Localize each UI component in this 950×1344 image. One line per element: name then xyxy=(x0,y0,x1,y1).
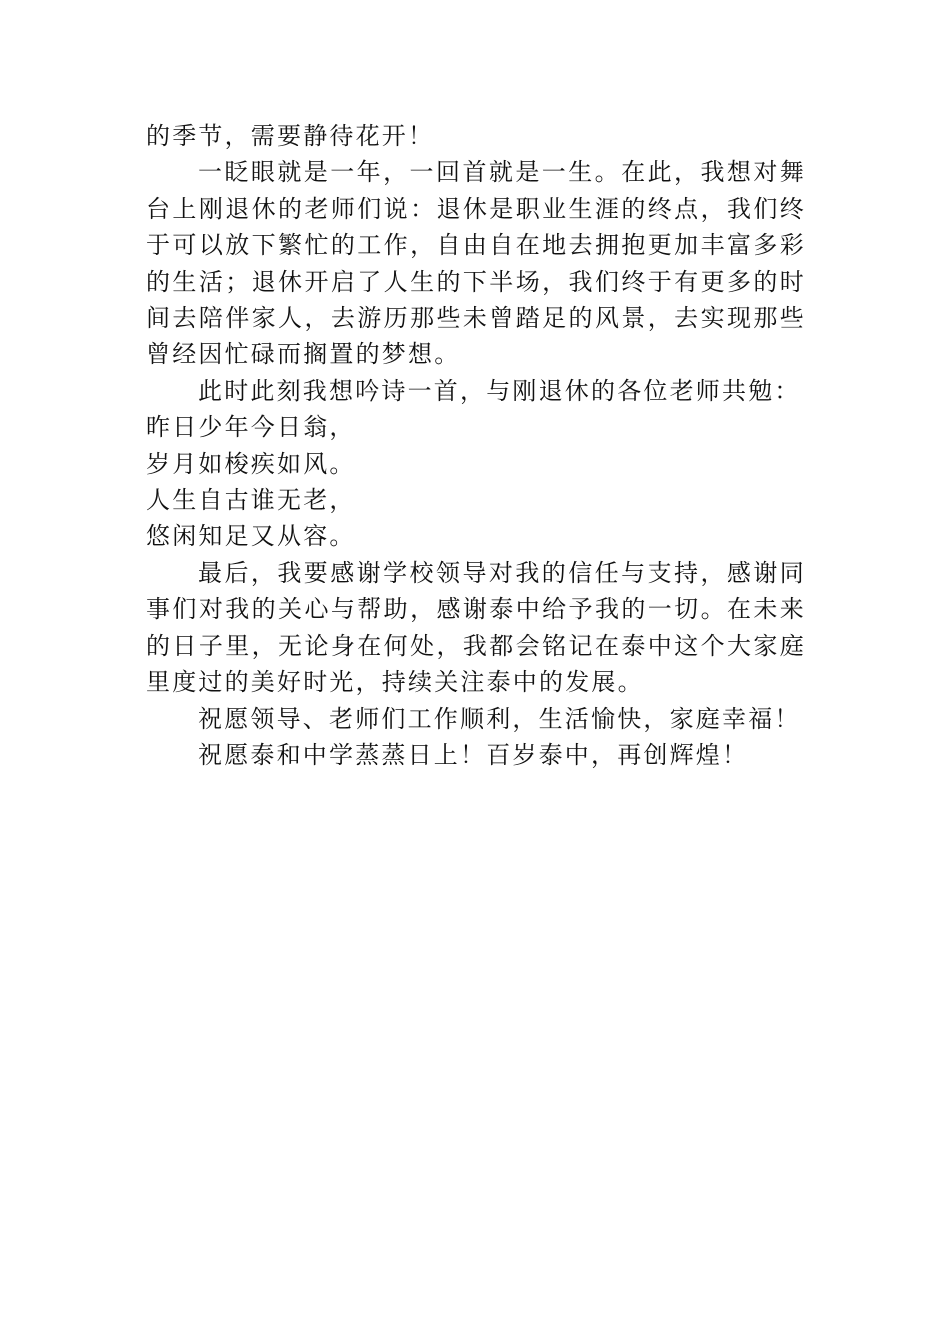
poem-line-4: 悠闲知足又从容。 xyxy=(146,522,356,551)
paragraph-wish-school: 祝愿泰和中学蒸蒸日上！百岁泰中，再创辉煌！ xyxy=(198,740,749,769)
continuation-paragraph: 的季节，需要静待花开！ xyxy=(146,122,435,150)
document-body xyxy=(146,118,806,773)
paragraph-retirement-message: 一眨眼就是一年，一回首就是一生。在此，我想对舞台上刚退休的老师们说：退休是职业生涯的终点，我们终于可以放下繁忙的工作，自由自在地去拥抱更加丰富多彩的生活；退休开启了人生的下半场，我们终于有更多的时间去陪伴家人，去游历那些未曾踏足的风景，去实现那些曾经因忙碌而搁置的梦想。 xyxy=(146,158,806,369)
paragraph-wish-teachers: 祝愿领导、老师们工作顺利，生活愉快，家庭幸福！ xyxy=(198,704,801,733)
paragraph-thanks: 最后，我要感谢学校领导对我的信任与支持，感谢同事们对我的关心与帮助，感谢泰中给予我的一切。在未来的日子里，无论身在何处，我都会铭记在泰中这个大家庭里度过的美好时光，持续关注泰中的发展。 xyxy=(146,558,806,697)
poem-line-1: 昨日少年今日翁， xyxy=(146,413,356,442)
paragraph-poem-intro: 此时此刻我想吟诗一首，与刚退休的各位老师共勉： xyxy=(198,376,801,405)
poem-line-3: 人生自古谁无老， xyxy=(146,486,356,515)
poem-line-2: 岁月如梭疾如风。 xyxy=(146,449,356,478)
